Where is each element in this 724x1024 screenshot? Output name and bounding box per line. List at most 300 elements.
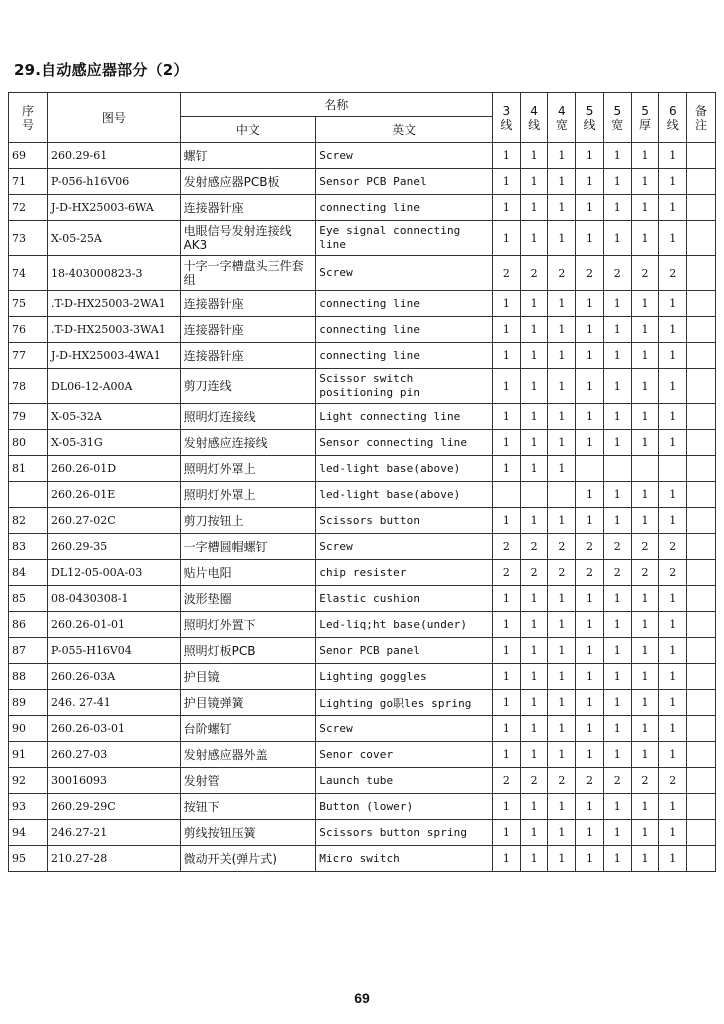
- cell-serial-number: 78: [9, 369, 48, 404]
- cell-quantity: 1: [603, 664, 631, 690]
- cell-english-name: chip resister: [316, 560, 493, 586]
- header-chinese: 中文: [180, 117, 316, 143]
- table-row: [9, 664, 716, 690]
- cell-quantity: 1: [603, 482, 631, 508]
- cell-serial-number: 77: [9, 343, 48, 369]
- cell-quantity: 1: [520, 404, 548, 430]
- cell-quantity: 1: [603, 690, 631, 716]
- cell-quantity: 1: [631, 404, 659, 430]
- cell-quantity: 1: [520, 742, 548, 768]
- cell-english-name: Lighting goggles: [316, 664, 493, 690]
- cell-quantity: 1: [548, 291, 576, 317]
- cell-part-code: 260.27-03: [48, 742, 181, 768]
- cell-serial-number: 90: [9, 716, 48, 742]
- cell-english-name: connecting line: [316, 343, 493, 369]
- cell-remark: [687, 456, 716, 482]
- cell-remark: [687, 221, 716, 256]
- cell-quantity: 1: [631, 291, 659, 317]
- cell-chinese-name: 电眼信号发射连接线AK3: [180, 221, 316, 256]
- cell-quantity: 1: [548, 317, 576, 343]
- cell-part-code: 260.26-01D: [48, 456, 181, 482]
- cell-chinese-name: 微动开关(弹片式): [180, 846, 316, 872]
- cell-quantity: 2: [548, 560, 576, 586]
- cell-quantity: 1: [520, 716, 548, 742]
- cell-english-name: Scissors button spring: [316, 820, 493, 846]
- cell-remark: [687, 430, 716, 456]
- cell-quantity: 2: [520, 534, 548, 560]
- cell-chinese-name: 按钮下: [180, 794, 316, 820]
- cell-quantity: 1: [492, 716, 520, 742]
- cell-quantity: 1: [603, 742, 631, 768]
- cell-remark: [687, 690, 716, 716]
- cell-quantity: 1: [631, 846, 659, 872]
- cell-remark: [687, 291, 716, 317]
- cell-part-code: .T-D-HX25003-3WA1: [48, 317, 181, 343]
- cell-part-code: P-055-H16V04: [48, 638, 181, 664]
- cell-serial-number: 84: [9, 560, 48, 586]
- cell-chinese-name: 一字槽圆帽螺钉: [180, 534, 316, 560]
- table-row: [9, 534, 716, 560]
- cell-quantity: 1: [576, 586, 604, 612]
- cell-quantity: 1: [659, 482, 687, 508]
- cell-quantity: 1: [576, 343, 604, 369]
- cell-quantity: 1: [548, 664, 576, 690]
- cell-quantity: 1: [492, 169, 520, 195]
- cell-quantity: 1: [603, 169, 631, 195]
- table-row: [9, 508, 716, 534]
- cell-quantity: 1: [520, 508, 548, 534]
- cell-english-name: Led-liq;ht base(under): [316, 612, 493, 638]
- table-row: [9, 456, 716, 482]
- cell-chinese-name: 照明灯外置下: [180, 612, 316, 638]
- cell-part-code: .T-D-HX25003-2WA1: [48, 291, 181, 317]
- cell-quantity: 2: [492, 560, 520, 586]
- cell-quantity: 1: [603, 612, 631, 638]
- cell-quantity: 1: [576, 690, 604, 716]
- cell-chinese-name: 剪刀连线: [180, 369, 316, 404]
- page-title: 29.自动感应器部分（2）: [14, 61, 189, 79]
- cell-quantity: 1: [576, 143, 604, 169]
- header-col-4: 5 线: [576, 93, 604, 143]
- cell-quantity: 1: [520, 317, 548, 343]
- cell-serial-number: 76: [9, 317, 48, 343]
- cell-quantity: 1: [631, 508, 659, 534]
- table-row: [9, 291, 716, 317]
- cell-chinese-name: 剪刀按钮上: [180, 508, 316, 534]
- cell-quantity: 1: [492, 742, 520, 768]
- cell-serial-number: 95: [9, 846, 48, 872]
- cell-serial-number: [9, 482, 48, 508]
- cell-quantity: 1: [659, 369, 687, 404]
- cell-quantity: 1: [492, 369, 520, 404]
- cell-quantity: 1: [603, 291, 631, 317]
- cell-english-name: Button (lower): [316, 794, 493, 820]
- cell-quantity: 2: [659, 534, 687, 560]
- cell-remark: [687, 768, 716, 794]
- table-row: [9, 404, 716, 430]
- cell-quantity: 1: [520, 291, 548, 317]
- cell-quantity: 2: [492, 534, 520, 560]
- table-row: [9, 482, 716, 508]
- cell-chinese-name: 照明灯连接线: [180, 404, 316, 430]
- table-row: [9, 638, 716, 664]
- cell-chinese-name: 波形垫圈: [180, 586, 316, 612]
- cell-quantity: 1: [576, 169, 604, 195]
- cell-part-code: 08-0430308-1: [48, 586, 181, 612]
- cell-quantity: 1: [576, 742, 604, 768]
- cell-quantity: 1: [603, 221, 631, 256]
- cell-quantity: 2: [603, 768, 631, 794]
- cell-quantity: 1: [520, 195, 548, 221]
- cell-quantity: 2: [576, 560, 604, 586]
- cell-quantity: 1: [603, 143, 631, 169]
- page-number: 69: [354, 990, 370, 1006]
- cell-serial-number: 75: [9, 291, 48, 317]
- cell-chinese-name: 连接器针座: [180, 291, 316, 317]
- cell-serial-number: 71: [9, 169, 48, 195]
- cell-quantity: 1: [492, 143, 520, 169]
- cell-quantity: 1: [603, 195, 631, 221]
- cell-english-name: Sensor connecting line: [316, 430, 493, 456]
- cell-quantity: 1: [659, 508, 687, 534]
- cell-quantity: 1: [520, 612, 548, 638]
- cell-quantity: 1: [492, 291, 520, 317]
- table-row: [9, 768, 716, 794]
- cell-quantity: 1: [520, 221, 548, 256]
- cell-serial-number: 85: [9, 586, 48, 612]
- header-serial-number: 序 号: [9, 93, 48, 143]
- cell-chinese-name: 照明灯外罩上: [180, 456, 316, 482]
- header-english: 英文: [316, 117, 493, 143]
- table-row: [9, 794, 716, 820]
- cell-english-name: Senor PCB panel: [316, 638, 493, 664]
- cell-remark: [687, 742, 716, 768]
- cell-part-code: X-05-32A: [48, 404, 181, 430]
- cell-quantity: 1: [492, 664, 520, 690]
- cell-quantity: 1: [631, 169, 659, 195]
- cell-chinese-name: 连接器针座: [180, 343, 316, 369]
- cell-quantity: [492, 482, 520, 508]
- cell-quantity: 1: [576, 638, 604, 664]
- table-row: [9, 169, 716, 195]
- cell-english-name: connecting line: [316, 195, 493, 221]
- cell-quantity: 1: [631, 317, 659, 343]
- cell-quantity: 1: [548, 690, 576, 716]
- table-row: [9, 221, 716, 256]
- cell-serial-number: 92: [9, 768, 48, 794]
- cell-remark: [687, 716, 716, 742]
- cell-quantity: 2: [576, 534, 604, 560]
- cell-part-code: X-05-31G: [48, 430, 181, 456]
- cell-remark: [687, 586, 716, 612]
- table-row: [9, 195, 716, 221]
- cell-quantity: 1: [548, 169, 576, 195]
- header-name: 名称: [180, 93, 492, 117]
- cell-quantity: 1: [520, 343, 548, 369]
- cell-quantity: 1: [603, 586, 631, 612]
- cell-quantity: 1: [659, 820, 687, 846]
- cell-chinese-name: 螺钉: [180, 143, 316, 169]
- table-row: [9, 690, 716, 716]
- cell-serial-number: 94: [9, 820, 48, 846]
- cell-quantity: 1: [631, 430, 659, 456]
- cell-quantity: 1: [548, 404, 576, 430]
- cell-quantity: 1: [659, 846, 687, 872]
- cell-chinese-name: 发射管: [180, 768, 316, 794]
- cell-quantity: 1: [576, 664, 604, 690]
- cell-part-code: DL06-12-A00A: [48, 369, 181, 404]
- cell-quantity: [520, 482, 548, 508]
- cell-quantity: 1: [576, 612, 604, 638]
- cell-quantity: 1: [576, 291, 604, 317]
- cell-quantity: 1: [603, 343, 631, 369]
- cell-quantity: 1: [548, 195, 576, 221]
- cell-serial-number: 74: [9, 256, 48, 291]
- cell-english-name: Screw: [316, 256, 493, 291]
- cell-serial-number: 73: [9, 221, 48, 256]
- cell-serial-number: 83: [9, 534, 48, 560]
- cell-quantity: 1: [548, 143, 576, 169]
- table-row: [9, 846, 716, 872]
- cell-quantity: 1: [548, 343, 576, 369]
- cell-part-code: 260.26-03-01: [48, 716, 181, 742]
- table-row: [9, 586, 716, 612]
- cell-quantity: 1: [576, 482, 604, 508]
- cell-quantity: 1: [576, 846, 604, 872]
- cell-quantity: 1: [631, 195, 659, 221]
- cell-quantity: 1: [631, 638, 659, 664]
- cell-remark: [687, 143, 716, 169]
- cell-serial-number: 82: [9, 508, 48, 534]
- cell-chinese-name: 照明灯板PCB: [180, 638, 316, 664]
- cell-quantity: [603, 456, 631, 482]
- cell-quantity: 1: [603, 638, 631, 664]
- cell-serial-number: 93: [9, 794, 48, 820]
- cell-quantity: 1: [492, 221, 520, 256]
- cell-quantity: 1: [631, 742, 659, 768]
- cell-chinese-name: 照明灯外罩上: [180, 482, 316, 508]
- cell-remark: [687, 612, 716, 638]
- cell-quantity: 1: [659, 586, 687, 612]
- cell-serial-number: 86: [9, 612, 48, 638]
- table-row: [9, 820, 716, 846]
- header-col-1: 3 线: [492, 93, 520, 143]
- cell-remark: [687, 508, 716, 534]
- table-row: [9, 369, 716, 404]
- cell-part-code: 260.27-02C: [48, 508, 181, 534]
- cell-english-name: Screw: [316, 143, 493, 169]
- cell-quantity: 1: [520, 638, 548, 664]
- header-col-3: 4 宽: [548, 93, 576, 143]
- cell-quantity: 1: [576, 508, 604, 534]
- cell-quantity: 2: [631, 768, 659, 794]
- cell-remark: [687, 820, 716, 846]
- parts-table: [8, 92, 716, 872]
- cell-quantity: 1: [548, 430, 576, 456]
- cell-remark: [687, 169, 716, 195]
- cell-quantity: 1: [631, 794, 659, 820]
- cell-quantity: 1: [631, 820, 659, 846]
- cell-quantity: 1: [520, 456, 548, 482]
- cell-quantity: 1: [548, 638, 576, 664]
- cell-remark: [687, 317, 716, 343]
- cell-quantity: 2: [659, 768, 687, 794]
- table-row: [9, 560, 716, 586]
- cell-english-name: Screw: [316, 534, 493, 560]
- cell-quantity: 1: [603, 508, 631, 534]
- cell-quantity: 1: [576, 430, 604, 456]
- cell-quantity: 1: [659, 169, 687, 195]
- cell-part-code: 260.26-01E: [48, 482, 181, 508]
- cell-quantity: 1: [576, 221, 604, 256]
- cell-serial-number: 91: [9, 742, 48, 768]
- cell-english-name: Scissors button: [316, 508, 493, 534]
- cell-chinese-name: 发射感应连接线: [180, 430, 316, 456]
- cell-part-code: X-05-25A: [48, 221, 181, 256]
- cell-remark: [687, 664, 716, 690]
- cell-quantity: 1: [492, 612, 520, 638]
- cell-quantity: 2: [492, 256, 520, 291]
- cell-remark: [687, 794, 716, 820]
- cell-quantity: 1: [659, 716, 687, 742]
- cell-serial-number: 88: [9, 664, 48, 690]
- cell-quantity: 1: [631, 482, 659, 508]
- cell-quantity: 1: [659, 343, 687, 369]
- header-col-2: 4 线: [520, 93, 548, 143]
- cell-quantity: 1: [520, 690, 548, 716]
- cell-quantity: 1: [603, 820, 631, 846]
- cell-quantity: 1: [659, 221, 687, 256]
- cell-quantity: 1: [576, 369, 604, 404]
- header-part-code: 图号: [48, 93, 181, 143]
- cell-quantity: 1: [492, 794, 520, 820]
- cell-remark: [687, 560, 716, 586]
- cell-remark: [687, 482, 716, 508]
- cell-part-code: P-056-h16V06: [48, 169, 181, 195]
- cell-quantity: 1: [520, 369, 548, 404]
- cell-serial-number: 79: [9, 404, 48, 430]
- cell-quantity: 1: [659, 794, 687, 820]
- cell-chinese-name: 连接器针座: [180, 317, 316, 343]
- table-row: [9, 716, 716, 742]
- table-body: [9, 143, 716, 872]
- cell-quantity: 1: [548, 716, 576, 742]
- cell-quantity: 1: [548, 456, 576, 482]
- cell-remark: [687, 343, 716, 369]
- cell-quantity: 1: [492, 586, 520, 612]
- cell-quantity: 1: [659, 430, 687, 456]
- cell-quantity: 2: [631, 256, 659, 291]
- cell-quantity: 2: [576, 256, 604, 291]
- cell-part-code: 260.29-35: [48, 534, 181, 560]
- cell-quantity: 1: [576, 404, 604, 430]
- cell-quantity: 1: [492, 343, 520, 369]
- cell-quantity: 1: [520, 586, 548, 612]
- table-row: [9, 742, 716, 768]
- cell-quantity: 1: [603, 716, 631, 742]
- cell-part-code: 260.26-01-01: [48, 612, 181, 638]
- cell-quantity: 1: [548, 794, 576, 820]
- cell-quantity: 1: [548, 508, 576, 534]
- cell-chinese-name: 护目镜弹簧: [180, 690, 316, 716]
- cell-quantity: 2: [548, 256, 576, 291]
- cell-quantity: [659, 456, 687, 482]
- cell-quantity: 1: [659, 291, 687, 317]
- cell-quantity: 1: [659, 690, 687, 716]
- cell-chinese-name: 护目镜: [180, 664, 316, 690]
- cell-quantity: 1: [659, 664, 687, 690]
- cell-quantity: 2: [576, 768, 604, 794]
- cell-quantity: 1: [603, 794, 631, 820]
- cell-quantity: 1: [659, 143, 687, 169]
- cell-remark: [687, 195, 716, 221]
- cell-quantity: 1: [631, 586, 659, 612]
- cell-english-name: Launch tube: [316, 768, 493, 794]
- cell-part-code: DL12-05-00A-03: [48, 560, 181, 586]
- cell-quantity: 2: [631, 534, 659, 560]
- cell-english-name: connecting line: [316, 291, 493, 317]
- cell-quantity: 1: [548, 820, 576, 846]
- header-col-7: 6 线: [659, 93, 687, 143]
- cell-english-name: Light connecting line: [316, 404, 493, 430]
- cell-chinese-name: 发射感应器PCB板: [180, 169, 316, 195]
- cell-serial-number: 89: [9, 690, 48, 716]
- cell-quantity: 1: [631, 716, 659, 742]
- cell-quantity: 1: [548, 586, 576, 612]
- cell-quantity: 1: [520, 664, 548, 690]
- cell-quantity: 1: [576, 716, 604, 742]
- cell-quantity: 1: [631, 143, 659, 169]
- cell-quantity: 1: [520, 846, 548, 872]
- cell-quantity: [576, 456, 604, 482]
- cell-quantity: 1: [548, 369, 576, 404]
- cell-remark: [687, 846, 716, 872]
- cell-quantity: 1: [492, 456, 520, 482]
- cell-serial-number: 72: [9, 195, 48, 221]
- cell-quantity: 1: [659, 404, 687, 430]
- cell-quantity: 2: [659, 256, 687, 291]
- cell-quantity: 1: [492, 846, 520, 872]
- table-row: [9, 143, 716, 169]
- cell-quantity: 1: [631, 369, 659, 404]
- cell-quantity: 1: [576, 195, 604, 221]
- cell-chinese-name: 十字一字槽盘头三件套组: [180, 256, 316, 291]
- cell-chinese-name: 剪线按钮压簧: [180, 820, 316, 846]
- cell-quantity: 1: [603, 369, 631, 404]
- cell-quantity: 1: [492, 690, 520, 716]
- cell-part-code: 246.27-21: [48, 820, 181, 846]
- cell-quantity: 1: [631, 221, 659, 256]
- cell-quantity: 1: [603, 404, 631, 430]
- cell-remark: [687, 369, 716, 404]
- cell-remark: [687, 404, 716, 430]
- cell-quantity: 2: [603, 256, 631, 291]
- cell-serial-number: 81: [9, 456, 48, 482]
- cell-chinese-name: 贴片电阳: [180, 560, 316, 586]
- cell-quantity: 1: [520, 820, 548, 846]
- cell-part-code: 246. 27-41: [48, 690, 181, 716]
- cell-quantity: 1: [631, 343, 659, 369]
- cell-quantity: 2: [548, 768, 576, 794]
- cell-english-name: led-light base(above): [316, 456, 493, 482]
- cell-quantity: 1: [659, 742, 687, 768]
- cell-part-code: 260.29-61: [48, 143, 181, 169]
- cell-quantity: 2: [631, 560, 659, 586]
- cell-quantity: 1: [659, 195, 687, 221]
- cell-quantity: 2: [520, 768, 548, 794]
- cell-english-name: Micro switch: [316, 846, 493, 872]
- cell-quantity: 1: [492, 430, 520, 456]
